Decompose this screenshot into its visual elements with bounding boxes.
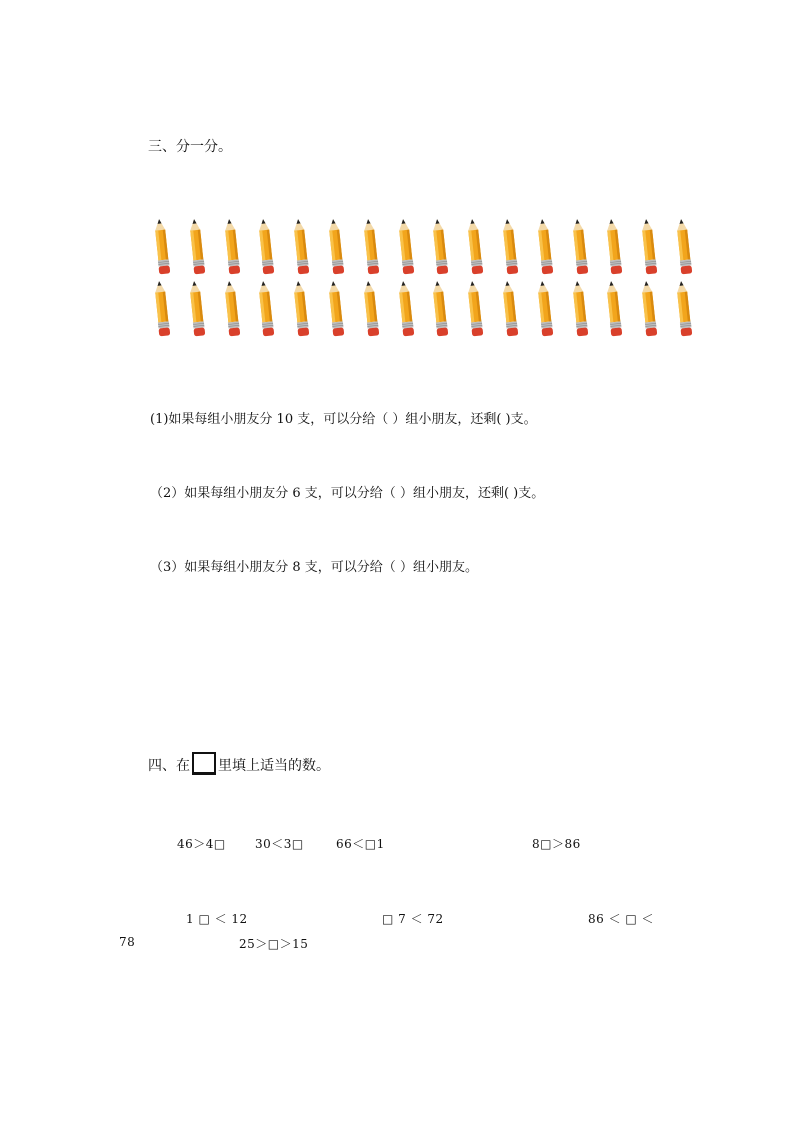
section-4-heading-suffix: 里填上适当的数。 — [218, 758, 330, 774]
pencil-icon — [256, 218, 276, 276]
pencil-icon — [361, 218, 381, 276]
question-1: (1)如果每组小朋友分 10 支，可以分给（ ）组小朋友，还剩( )支。 — [150, 412, 537, 427]
pencil-icon — [256, 280, 276, 338]
section-3-heading: 三、分一分。 — [148, 139, 232, 155]
pencil-icon — [570, 280, 590, 338]
pencil-icon — [570, 218, 590, 276]
expression: 1 □ ＜ 12 — [186, 912, 248, 926]
section-4-heading — [148, 752, 330, 775]
pencil-icon — [326, 280, 346, 338]
pencil-icon — [674, 218, 694, 276]
pencil-icon — [604, 218, 624, 276]
pencil-icon — [430, 280, 450, 338]
pencil-icon — [152, 280, 172, 338]
pencil-icon — [604, 280, 624, 338]
expression: 30＜3□ — [255, 837, 304, 851]
pencil-icon — [291, 218, 311, 276]
pencil-icon — [361, 280, 381, 338]
question-3: （3）如果每组小朋友分 8 支，可以分给（ ）组小朋友。 — [150, 560, 478, 575]
pencil-icon — [291, 280, 311, 338]
pencil-icon — [222, 218, 242, 276]
pencil-grid — [152, 218, 700, 346]
pencil-icon — [326, 218, 346, 276]
pencil-icon — [465, 218, 485, 276]
pencil-icon — [535, 280, 555, 338]
pencil-icon — [500, 280, 520, 338]
pencil-icon — [465, 280, 485, 338]
pencil-icon — [396, 280, 416, 338]
expression: 8□＞86 — [532, 837, 581, 851]
pencil-icon — [187, 280, 207, 338]
pencil-icon — [222, 280, 242, 338]
pencil-icon — [152, 218, 172, 276]
expression: 46＞4□ — [177, 837, 226, 851]
section-4-heading-prefix: 四、在 — [148, 758, 190, 774]
expression: □ 7 ＜ 72 — [382, 912, 444, 926]
expression: 86 ＜ □ ＜ — [588, 912, 655, 926]
pencil-icon — [430, 218, 450, 276]
blank-square-icon — [192, 752, 216, 775]
pencil-icon — [639, 218, 659, 276]
pencil-icon — [639, 280, 659, 338]
question-2: （2）如果每组小朋友分 6 支，可以分给（ ）组小朋友，还剩( )支。 — [150, 486, 545, 501]
pencil-icon — [535, 218, 555, 276]
pencil-icon — [187, 218, 207, 276]
expression: 66＜□1 — [336, 837, 385, 851]
expression: 78 — [119, 935, 136, 949]
pencil-icon — [674, 280, 694, 338]
pencil-icon — [500, 218, 520, 276]
expression: 25＞□＞15 — [239, 937, 309, 951]
pencil-icon — [396, 218, 416, 276]
